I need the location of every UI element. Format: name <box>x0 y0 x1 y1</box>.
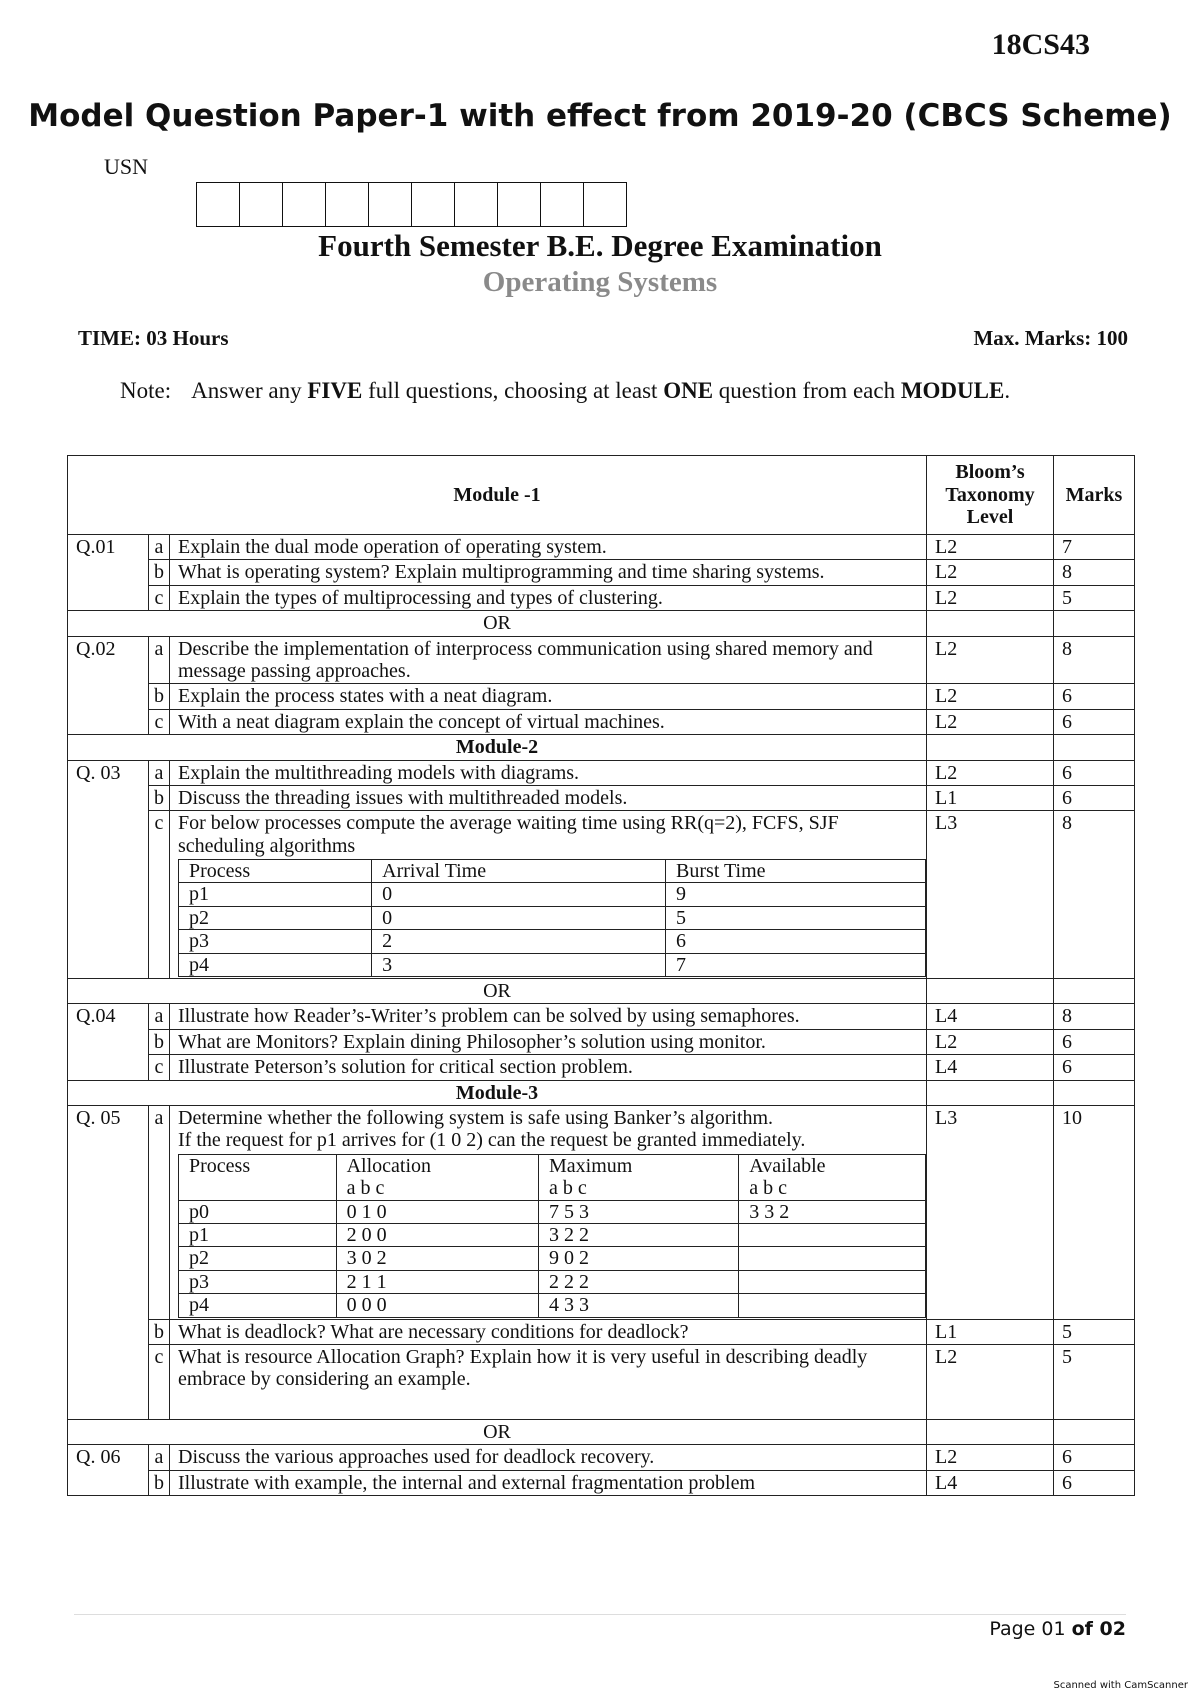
question-text: What is operating system? Explain multiprogramming and time sharing systems. <box>170 560 927 585</box>
inner-cell: p4 <box>179 1294 337 1317</box>
inner-row <box>179 906 926 929</box>
bloom-level: L2 <box>927 760 1054 785</box>
question-row <box>68 1055 1135 1080</box>
col-level-header: Bloom’s Taxonomy Level <box>927 456 1054 535</box>
exam-title: Fourth Semester B.E. Degree Examination <box>318 228 882 263</box>
inner-cell: p3 <box>179 1270 337 1293</box>
question-text: Illustrate how Reader’s-Writer’s problem can be solved by using semaphores. <box>170 1004 927 1029</box>
bankers-table <box>178 1154 926 1318</box>
bloom-level: L2 <box>927 1029 1054 1054</box>
inner-row <box>179 1200 926 1223</box>
sub-label: a <box>149 535 170 560</box>
bloom-level: L2 <box>927 636 1054 684</box>
module-row <box>68 1080 1135 1105</box>
module-2-heading: Module-2 <box>68 735 927 760</box>
inner-cell: 2 1 1 <box>336 1270 538 1293</box>
paper-title: Model Question Paper-1 with effect from 2019-20 (CBCS Scheme) <box>28 98 1172 134</box>
marks: 6 <box>1054 709 1135 734</box>
usn-boxes <box>196 182 627 227</box>
inner-header: Process <box>179 860 372 883</box>
question-number: Q.04 <box>68 1004 149 1080</box>
usn-box <box>584 183 626 226</box>
empty-cell <box>1054 611 1135 636</box>
or-label: OR <box>68 979 927 1004</box>
marks: 6 <box>1054 684 1135 709</box>
usn-box <box>240 183 283 226</box>
question-row <box>68 1470 1135 1495</box>
or-label: OR <box>68 611 927 636</box>
footer-divider <box>74 1614 1126 1615</box>
note-label: Note: <box>120 378 172 403</box>
marks: 5 <box>1054 1319 1135 1344</box>
inner-cell: a b c <box>739 1177 926 1200</box>
inner-cell: 9 <box>666 883 926 906</box>
note-text: full questions, choosing at least <box>362 378 664 403</box>
question-text <box>170 811 927 979</box>
bloom-level: L1 <box>927 1319 1054 1344</box>
question-row <box>68 684 1135 709</box>
inner-row <box>179 1270 926 1293</box>
question-text: Describe the implementation of interprocess communication using shared memory and message passing approaches. <box>170 636 927 684</box>
sub-label: b <box>149 1470 170 1495</box>
inner-cell <box>739 1223 926 1246</box>
inner-cell: 0 1 0 <box>336 1200 538 1223</box>
marks: 5 <box>1054 585 1135 610</box>
bloom-level: L1 <box>927 785 1054 810</box>
sub-label: b <box>149 785 170 810</box>
inner-row <box>179 1247 926 1270</box>
note-five: FIVE <box>307 378 363 403</box>
inner-header-row <box>179 1154 926 1177</box>
inner-cell: 2 <box>372 930 666 953</box>
question-text: Illustrate with example, the internal and external fragmentation problem <box>170 1470 927 1495</box>
question-number: Q.02 <box>68 636 149 735</box>
question-text <box>170 1105 927 1319</box>
marks: 6 <box>1054 785 1135 810</box>
bloom-level: L2 <box>927 709 1054 734</box>
inner-cell: 3 3 2 <box>739 1200 926 1223</box>
bloom-level: L2 <box>927 1344 1054 1419</box>
usn-box <box>283 183 326 226</box>
bloom-level: L4 <box>927 1055 1054 1080</box>
usn-box <box>369 183 412 226</box>
marks: 7 <box>1054 535 1135 560</box>
empty-cell <box>1054 979 1135 1004</box>
question-number: Q. 03 <box>68 760 149 979</box>
question-row <box>68 785 1135 810</box>
inner-cell: p1 <box>179 1223 337 1246</box>
question-text: Explain the types of multiprocessing and types of clustering. <box>170 585 927 610</box>
or-row <box>68 1419 1135 1444</box>
bloom-level: L4 <box>927 1470 1054 1495</box>
subject-name: Operating Systems <box>482 266 718 298</box>
bloom-level: L2 <box>927 585 1054 610</box>
inner-cell: 2 0 0 <box>336 1223 538 1246</box>
question-text: Illustrate Peterson’s solution for critical section problem. <box>170 1055 927 1080</box>
bloom-level: L4 <box>927 1004 1054 1029</box>
note-text: question from each <box>713 378 901 403</box>
question-table <box>67 455 1135 1496</box>
marks: 8 <box>1054 811 1135 979</box>
question-row <box>68 1344 1135 1419</box>
marks: 10 <box>1054 1105 1135 1319</box>
inner-cell: a b c <box>539 1177 739 1200</box>
question-row <box>68 636 1135 684</box>
inner-cell: p0 <box>179 1200 337 1223</box>
inner-row <box>179 1294 926 1317</box>
question-text: Explain the dual mode operation of operating system. <box>170 535 927 560</box>
inner-header-row <box>179 860 926 883</box>
inner-cell <box>739 1270 926 1293</box>
inner-cell: p3 <box>179 930 372 953</box>
inner-header: Arrival Time <box>372 860 666 883</box>
question-text: What is deadlock? What are necessary conditions for deadlock? <box>170 1319 927 1344</box>
empty-cell <box>927 1419 1054 1444</box>
question-row <box>68 585 1135 610</box>
usn-label: USN <box>104 154 149 179</box>
inner-cell: a b c <box>336 1177 538 1200</box>
sub-label: c <box>149 1344 170 1419</box>
inner-cell: 0 <box>372 906 666 929</box>
inner-cell: p4 <box>179 953 372 976</box>
question-row <box>68 1319 1135 1344</box>
sub-label: b <box>149 1029 170 1054</box>
table-header <box>68 456 1135 535</box>
inner-header: Available <box>739 1154 926 1177</box>
question-row <box>68 709 1135 734</box>
or-label: OR <box>68 1419 927 1444</box>
inner-cell: p2 <box>179 906 372 929</box>
empty-cell <box>927 1080 1054 1105</box>
note-one: ONE <box>663 378 714 403</box>
exam-time: TIME: 03 Hours <box>78 326 229 350</box>
inner-row <box>179 883 926 906</box>
question-row <box>68 1445 1135 1470</box>
inner-cell: 6 <box>666 930 926 953</box>
inner-cell <box>179 1177 337 1200</box>
max-marks: Max. Marks: 100 <box>973 326 1128 350</box>
usn-box <box>541 183 584 226</box>
inner-cell: 0 0 0 <box>336 1294 538 1317</box>
sub-label: b <box>149 684 170 709</box>
usn-box <box>412 183 455 226</box>
question-number: Q. 06 <box>68 1445 149 1496</box>
module-3-heading: Module-3 <box>68 1080 927 1105</box>
page-number-total: of 02 <box>1071 1618 1126 1640</box>
empty-cell <box>927 735 1054 760</box>
inner-row <box>179 1223 926 1246</box>
sub-label: c <box>149 811 170 979</box>
question-text-line: Determine whether the following system is safe using Banker’s algorithm. <box>178 1106 774 1129</box>
inner-cell: 9 0 2 <box>539 1247 739 1270</box>
inner-header: Allocation <box>336 1154 538 1177</box>
inner-cell <box>739 1247 926 1270</box>
note-text: . <box>1004 378 1011 403</box>
sub-label: c <box>149 1055 170 1080</box>
question-text: Explain the multithreading models with diagrams. <box>170 760 927 785</box>
sub-label: a <box>149 1445 170 1470</box>
question-number: Q.01 <box>68 535 149 611</box>
usn-box <box>197 183 240 226</box>
inner-row <box>179 930 926 953</box>
sub-label: c <box>149 709 170 734</box>
or-row <box>68 979 1135 1004</box>
question-text: What are Monitors? Explain dining Philosopher’s solution using monitor. <box>170 1029 927 1054</box>
inner-cell <box>739 1294 926 1317</box>
question-row <box>68 1029 1135 1054</box>
marks: 8 <box>1054 1004 1135 1029</box>
question-number: Q. 05 <box>68 1105 149 1419</box>
module-1-heading: Module -1 <box>68 456 927 535</box>
marks: 6 <box>1054 1445 1135 1470</box>
question-row <box>68 560 1135 585</box>
sub-label: b <box>149 560 170 585</box>
question-row <box>68 1105 1135 1319</box>
inner-cell: p2 <box>179 1247 337 1270</box>
inner-cell: 3 0 2 <box>336 1247 538 1270</box>
bloom-level: L2 <box>927 1445 1054 1470</box>
question-row <box>68 535 1135 560</box>
question-row <box>68 1004 1135 1029</box>
empty-cell <box>1054 1419 1135 1444</box>
sub-label: b <box>149 1319 170 1344</box>
page-number-prefix: Page 01 <box>989 1618 1072 1640</box>
usn-box <box>498 183 541 226</box>
question-text-line: If the request for p1 arrives for (1 0 2) can the request be granted immediately. <box>178 1129 806 1152</box>
question-text: Discuss the threading issues with multithreaded models. <box>170 785 927 810</box>
inner-cell: 3 <box>372 953 666 976</box>
marks: 6 <box>1054 1055 1135 1080</box>
bloom-level: L2 <box>927 535 1054 560</box>
col-marks-header: Marks <box>1054 456 1135 535</box>
marks: 6 <box>1054 1470 1135 1495</box>
empty-cell <box>927 979 1054 1004</box>
inner-cell: 5 <box>666 906 926 929</box>
page-number <box>989 1618 1126 1640</box>
question-text: Discuss the various approaches used for deadlock recovery. <box>170 1445 927 1470</box>
subject-code: 18CS43 <box>991 28 1090 61</box>
marks: 8 <box>1054 560 1135 585</box>
inner-cell: 7 <box>666 953 926 976</box>
inner-subheader-row <box>179 1177 926 1200</box>
question-text: What is resource Allocation Graph? Explain how it is very useful in describing deadly embrace by considering an example. <box>170 1344 927 1419</box>
bloom-level: L3 <box>927 1105 1054 1319</box>
empty-cell <box>1054 735 1135 760</box>
process-table <box>178 859 926 977</box>
inner-header: Process <box>179 1154 337 1177</box>
empty-cell <box>927 611 1054 636</box>
inner-cell: p1 <box>179 883 372 906</box>
marks: 5 <box>1054 1344 1135 1419</box>
scanner-watermark: Scanned with CamScanner <box>1053 1680 1188 1691</box>
bloom-level: L2 <box>927 684 1054 709</box>
question-text-line: For below processes compute the average waiting time using RR(q=2), FCFS, SJF scheduling algorithms <box>178 812 839 857</box>
note-text: Answer any <box>191 378 308 403</box>
inner-cell: 7 5 3 <box>539 1200 739 1223</box>
sub-label: c <box>149 585 170 610</box>
inner-row <box>179 953 926 976</box>
marks: 6 <box>1054 760 1135 785</box>
empty-cell <box>1054 1080 1135 1105</box>
sub-label: a <box>149 1105 170 1319</box>
instructions-note <box>120 378 1010 404</box>
usn-box <box>455 183 498 226</box>
marks: 6 <box>1054 1029 1135 1054</box>
bloom-level: L2 <box>927 560 1054 585</box>
marks: 8 <box>1054 636 1135 684</box>
module-row <box>68 735 1135 760</box>
bloom-level: L3 <box>927 811 1054 979</box>
or-row <box>68 611 1135 636</box>
question-row <box>68 811 1135 979</box>
note-module: MODULE <box>900 378 1005 403</box>
inner-cell: 0 <box>372 883 666 906</box>
usn-box <box>326 183 369 226</box>
sub-label: a <box>149 760 170 785</box>
inner-header: Maximum <box>539 1154 739 1177</box>
question-text: Explain the process states with a neat diagram. <box>170 684 927 709</box>
sub-label: a <box>149 1004 170 1029</box>
question-row <box>68 760 1135 785</box>
question-text: With a neat diagram explain the concept of virtual machines. <box>170 709 927 734</box>
inner-header: Burst Time <box>666 860 926 883</box>
inner-cell: 2 2 2 <box>539 1270 739 1293</box>
inner-cell: 4 3 3 <box>539 1294 739 1317</box>
sub-label: a <box>149 636 170 684</box>
inner-cell: 3 2 2 <box>539 1223 739 1246</box>
